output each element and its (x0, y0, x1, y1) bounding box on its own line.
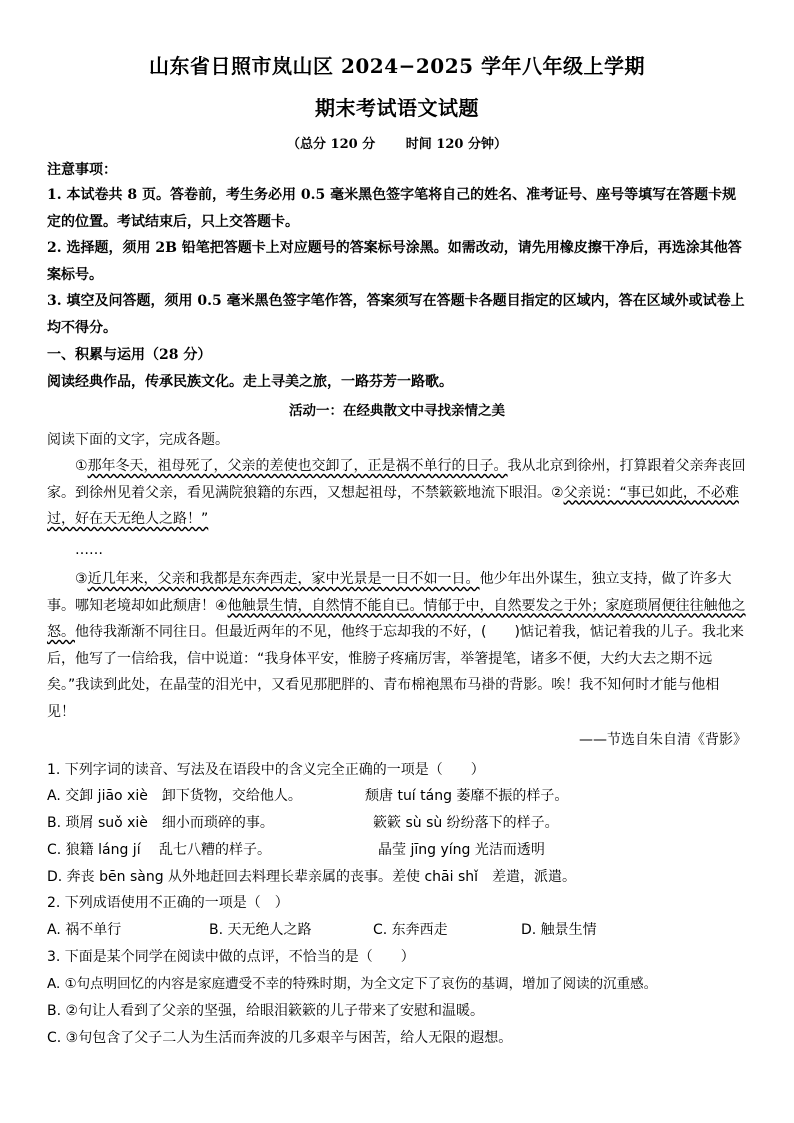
q1-option-b-right: 簌簌 sù sù 纷纷落下的样子。 (373, 815, 559, 831)
q1-option-c-right: 晶莹 jīng yíng 光洁而透明 (378, 842, 545, 858)
question-1-option-a (47, 783, 747, 810)
exam-title-line1: 山东省日照市岚山区 2024−2025 学年八年级上学期 (148, 54, 645, 78)
sentence-3: 近几年来，父亲和我都是东奔西走，家中光景是一日不如一日。 (87, 571, 480, 587)
passage-source: ——节选自朱自清《背影》 (579, 732, 747, 748)
q2-option-b: B. 天无绝人之路 (209, 922, 312, 938)
passage-ellipsis: …… (75, 542, 103, 558)
question-1-option-c (47, 837, 747, 864)
activity-title: 活动一：在经典散文中寻找亲情之美 (289, 403, 505, 419)
passage-text-2: 他少年出外谋生，独立支持，做了许多大事。哪知老境却如此颓唐！④ (47, 571, 732, 614)
sentence-marker-1: ① (75, 458, 88, 474)
sentence-2: 父亲说：“事已如此，不必难过，好在天无绝人之路！” (47, 484, 739, 527)
question-3-stem: 3. 下面是某个同学在阅读中做的点评，不恰当的是（ ） (47, 949, 415, 965)
question-2-stem: 2. 下列成语使用不正确的一项是（ ） (47, 895, 289, 911)
question-3-option-a: A. ①句点明回忆的内容是家庭遭受不幸的特殊时期，为全文定下了哀伤的基调，增加了阅读的沉重感。 (47, 976, 658, 992)
question-1-option-b (47, 810, 747, 837)
q2-option-d: D. 触景生情 (521, 922, 597, 938)
notice-item-3: 3. 填空及问答题，须用 0.5 毫米黑色签字笔作答，答案须写在答题卡各题目指定的区域内，答在区域外或试卷上均不得分。 (47, 293, 745, 336)
time-limit: 时间 120 分钟） (405, 137, 507, 152)
question-1-option-d: D. 奔丧 bēn sàng 从外地赶回去料理长辈亲属的丧事。差使 chāi shǐ 差遣，派遣。 (47, 869, 577, 885)
exam-title-line2: 期末考试语文试题 (315, 96, 479, 120)
total-score: （总分 120 分 (287, 137, 376, 152)
q1-option-b-left: B. 琐屑 suǒ xiè 细小而琐碎的事。 (47, 815, 274, 831)
q1-option-a-right: 颓唐 tuí táng 萎靡不振的样子。 (365, 788, 569, 804)
passage-paragraph-1 (47, 453, 747, 533)
notice-item-2: 2. 选择题，须用 2B 铅笔把答题卡上对应题号的答案标号涂黑。如需改动，请先用橡皮擦干净后，再选涂其他答案标号。 (47, 240, 742, 283)
section1-intro: 阅读经典作品，传承民族文化。走上寻美之旅，一路芬芳一路歌。 (47, 374, 453, 390)
passage-text-1: 我从北京到徐州，打算跟着父亲奔丧回家。到徐州见着父亲，看见满院狼籍的东西，又想起祖母，不禁簌簌地流下眼泪。② (47, 458, 746, 501)
question-3-option-b: B. ②句让人看到了父亲的坚强，给眼泪簌簌的儿子带来了安慰和温暖。 (47, 1003, 485, 1019)
question-2-options (47, 917, 747, 944)
question-1-stem: 1. 下列字词的读音、写法及在语段中的含义完全正确的一项是（ ） (47, 762, 485, 778)
notice-heading: 注意事项： (47, 162, 117, 178)
passage-paragraph-2 (47, 566, 747, 725)
q2-option-a: A. 祸不单行 (47, 922, 122, 938)
section1-heading: 一、积累与运用（28 分） (47, 347, 212, 363)
sentence-4: 他触景生情，自然情不能自已。情郁于中，自然要发之于外；家庭琐屑便往往触他之怒。 (47, 597, 746, 640)
sentence-marker-3: ③ (75, 571, 88, 587)
question-3-option-c: C. ③句包含了父子二人为生活而奔波的几多艰辛与困苦，给人无限的遐想。 (47, 1030, 513, 1046)
passage-instruction: 阅读下面的文字，完成各题。 (47, 432, 229, 448)
passage-text-3: 他待我渐渐不同往日。但最近两年的不见，他终于忘却我的不好，( )惦记着我，惦记着我的儿子。我北来后，他写了一信给我，信中说道：“我身体平安，惟膀子疼痛厉害，举箸提笔，诸多不便，大约大去之期不远矣。”我读到此处，在晶莹的泪光中，又看见那肥胖的、青布棉袍黑布马褂的背影。唉！我不知何时才能与他相见！ (47, 624, 744, 720)
sentence-1: 那年冬天，祖母死了，父亲的差使也交卸了，正是祸不单行的日子。 (87, 458, 508, 474)
q2-option-c: C. 东奔西走 (373, 922, 448, 938)
q1-option-a-left: A. 交卸 jiāo xiè 卸下货物，交给他人。 (47, 788, 302, 804)
exam-meta (0, 133, 794, 152)
q1-option-c-left: C. 狼籍 láng jí 乱七八糟的样子。 (47, 842, 272, 858)
notice-item-1: 1. 本试卷共 8 页。答卷前，考生务必用 0.5 毫米黑色签字笔将自己的姓名、准考证号、座号等填写在答题卡规定的位置。考试结束后，只上交答题卡。 (47, 187, 737, 230)
